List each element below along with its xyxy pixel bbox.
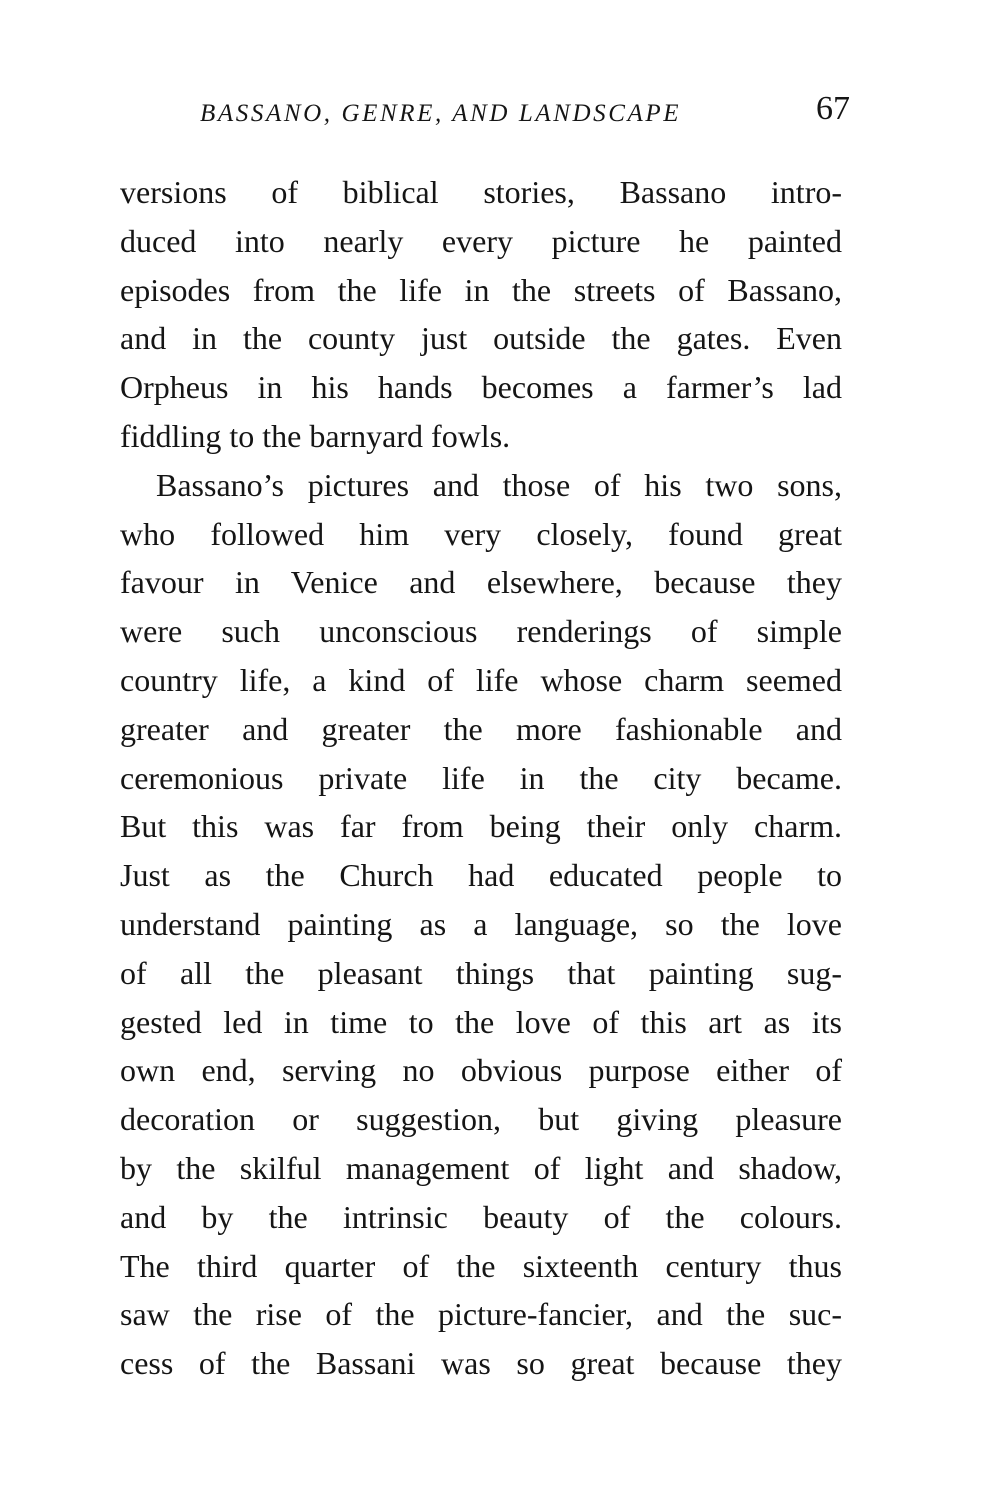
text-line: and in the county just outside the gates. Even	[120, 320, 842, 357]
text-line: own end, serving no obvious purpose either of	[120, 1052, 842, 1089]
text-line: But this was far from being their only charm.	[120, 808, 842, 845]
text-line: episodes from the life in the streets of Bassano,	[120, 271, 842, 308]
text-line: ceremonious private life in the city became.	[120, 759, 842, 796]
text-line: greater and greater the more fashionable and	[120, 710, 842, 747]
text-line: The third quarter of the sixteenth century thus	[120, 1247, 842, 1284]
text-line: understand painting as a language, so the love	[120, 905, 842, 942]
paragraph-1	[120, 168, 842, 461]
text-line: by the skilful management of light and shadow,	[120, 1149, 842, 1186]
text-line: gested led in time to the love of this art as its	[120, 1003, 842, 1040]
text-line: Bassano’s pictures and those of his two sons,	[156, 466, 842, 503]
text-line: were such unconscious renderings of simple	[120, 613, 842, 650]
text-line: cess of the Bassani was so great because they	[120, 1345, 842, 1382]
running-title: BASSANO, GENRE, AND LANDSCAPE	[200, 100, 682, 127]
text-line: duced into nearly every picture he painted	[120, 222, 842, 259]
text-line: and by the intrinsic beauty of the colours.	[120, 1198, 842, 1235]
page-header	[200, 90, 850, 150]
text-line: who followed him very closely, found great	[120, 515, 842, 552]
page-number: 67	[816, 90, 850, 127]
text-line: Orpheus in his hands becomes a farmer’s lad	[120, 369, 842, 406]
text-line: country life, a kind of life whose charm seemed	[120, 661, 842, 698]
text-line: saw the rise of the picture-fancier, and the suc-	[120, 1296, 842, 1333]
text-line: favour in Venice and elsewhere, because they	[120, 564, 842, 601]
text-line: fiddling to the barnyard fowls.	[120, 417, 511, 454]
body-text	[120, 168, 842, 1388]
text-line: versions of biblical stories, Bassano intro-	[120, 174, 842, 210]
paragraph-2	[120, 461, 842, 1388]
text-line: Just as the Church had educated people to	[120, 857, 842, 894]
text-line: of all the pleasant things that painting sug-	[120, 954, 842, 991]
text-line: decoration or suggestion, but giving pleasure	[120, 1101, 842, 1138]
